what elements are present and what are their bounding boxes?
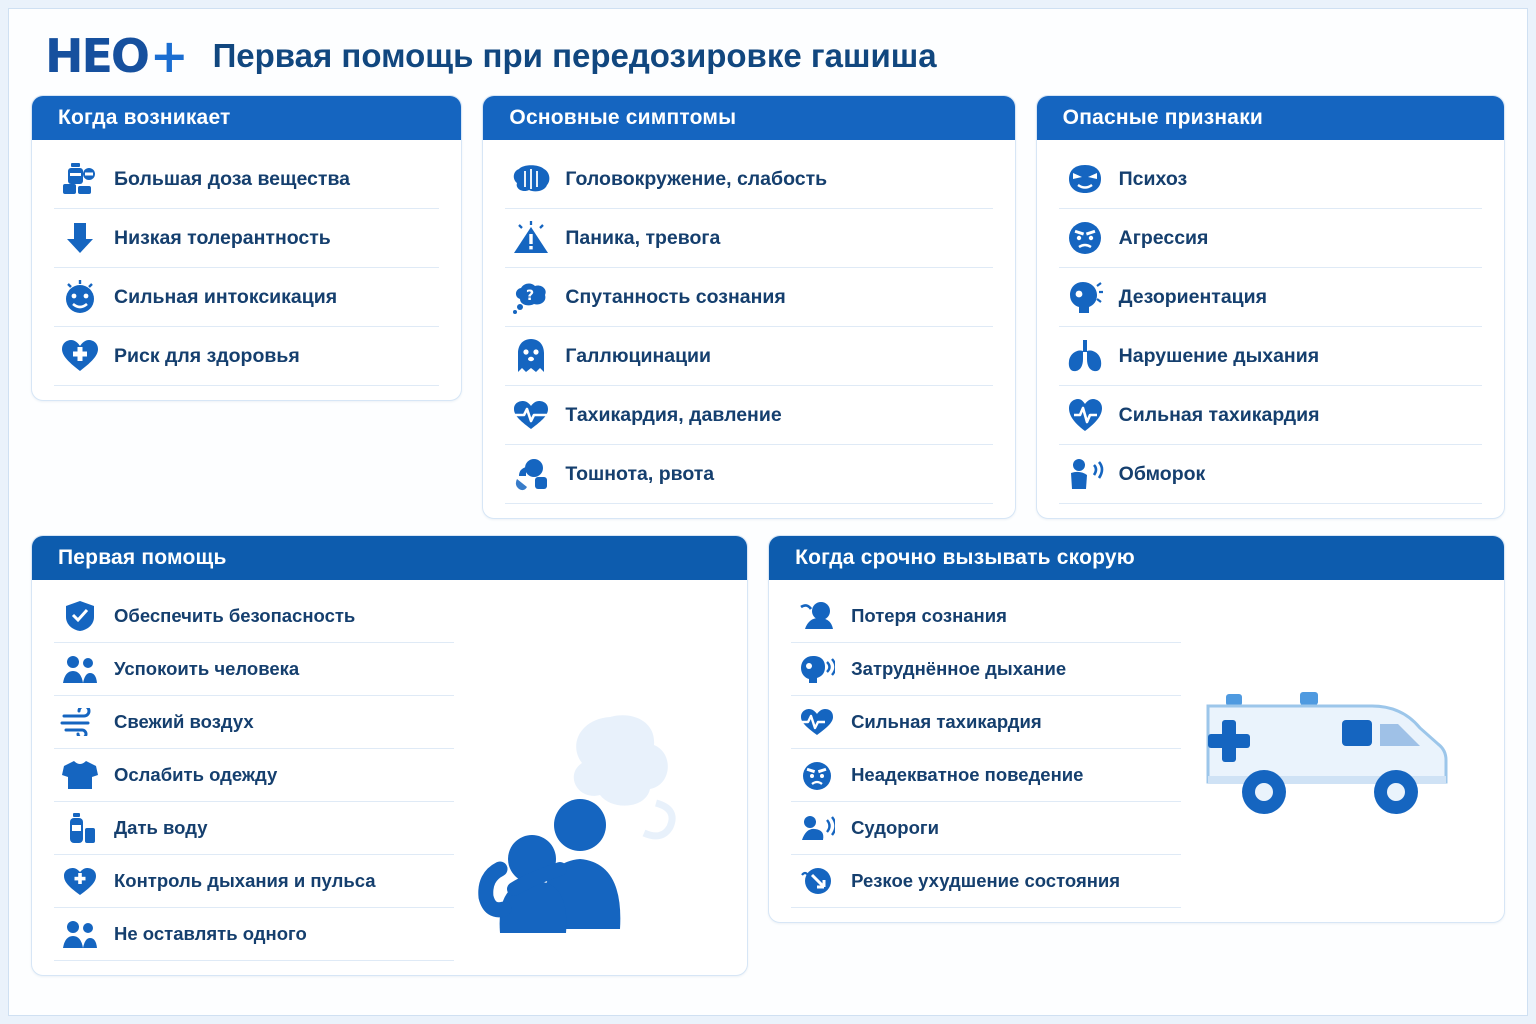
card-when-occurs-title: Когда возникает	[32, 96, 461, 140]
lungs-icon	[1063, 336, 1107, 376]
list-item-label: Нарушение дыхания	[1118, 344, 1320, 367]
first-aid-list	[54, 590, 454, 961]
heart-pulse-shield-icon	[1063, 395, 1107, 435]
svg-text:?: ?	[526, 288, 535, 304]
infographic-poster	[8, 8, 1528, 1016]
vomiting-icon	[509, 454, 553, 494]
brand-logo-text: НЕО	[45, 29, 149, 83]
arrow-down-icon	[58, 218, 102, 258]
decline-arrow-icon	[795, 861, 839, 901]
list-item-label: Ослабить одежду	[114, 764, 278, 786]
list-item[interactable]	[1059, 268, 1482, 327]
card-main-symptoms	[482, 95, 1015, 519]
fainting-person-icon	[1063, 454, 1107, 494]
list-item[interactable]	[54, 802, 454, 855]
list-item-label: Резкое ухудшение состояния	[851, 870, 1121, 892]
head-dizzy-icon	[1063, 277, 1107, 317]
card-main-symptoms-title: Основные симптомы	[483, 96, 1014, 140]
list-item-label: Большая доза вещества	[114, 167, 351, 190]
two-people-supporting-illustration	[454, 590, 725, 961]
list-item-label: Обморок	[1118, 462, 1206, 485]
heart-monitor-icon	[58, 861, 102, 901]
list-item-label: Не оставлять одного	[114, 923, 307, 945]
list-item[interactable]	[505, 386, 992, 445]
warning-triangle-icon	[509, 218, 553, 258]
list-item[interactable]	[54, 327, 439, 386]
list-item[interactable]	[505, 150, 992, 209]
seizure-person-icon	[795, 808, 839, 848]
card-danger-signs-body	[1037, 140, 1504, 518]
heart-pulse-icon	[509, 395, 553, 435]
call-ambulance-list	[791, 590, 1181, 908]
card-first-aid-body	[32, 580, 747, 975]
card-call-ambulance-body	[769, 580, 1504, 922]
tshirt-icon	[58, 755, 102, 795]
list-item[interactable]	[1059, 327, 1482, 386]
list-item-label: Тошнота, рвота	[565, 462, 715, 485]
list-item-label: Успокоить человека	[114, 658, 300, 680]
list-item-label: Сильная тахикардия	[851, 711, 1042, 733]
ghost-icon	[509, 336, 553, 376]
list-item-label: Дать воду	[114, 817, 208, 839]
list-item[interactable]	[791, 802, 1181, 855]
breathing-difficulty-icon	[795, 649, 839, 689]
two-people-icon	[58, 649, 102, 689]
shield-check-icon	[58, 596, 102, 636]
list-item[interactable]	[791, 590, 1181, 643]
list-item[interactable]	[505, 209, 992, 268]
list-item-label: Сильная интоксикация	[114, 285, 338, 308]
list-item[interactable]	[791, 643, 1181, 696]
list-item-label: Низкая толерантность	[114, 226, 331, 249]
list-item[interactable]	[54, 908, 454, 961]
list-item[interactable]	[791, 855, 1181, 908]
list-item-label: Неадекватное поведение	[851, 764, 1084, 786]
two-people-icon	[58, 914, 102, 954]
list-item-label: Обеспечить безопасность	[114, 605, 356, 627]
list-item-label: Спутанность сознания	[565, 285, 786, 308]
bottom-card-row	[31, 535, 1505, 976]
top-card-row	[31, 95, 1505, 519]
list-item[interactable]	[791, 749, 1181, 802]
dizzy-face-icon	[58, 277, 102, 317]
card-first-aid-title: Первая помощь	[32, 536, 747, 580]
list-item-label: Судороги	[851, 817, 939, 839]
list-item[interactable]	[54, 855, 454, 908]
list-item[interactable]	[1059, 209, 1482, 268]
thought-question-icon	[509, 277, 553, 317]
heart-pulse-icon	[795, 702, 839, 742]
angry-face-icon	[1063, 218, 1107, 258]
card-danger-signs-title: Опасные признаки	[1037, 96, 1504, 140]
pills-bottle-icon	[58, 159, 102, 199]
list-item-label: Дезориентация	[1118, 285, 1268, 308]
angry-face-icon	[795, 755, 839, 795]
brain-icon	[509, 159, 553, 199]
list-item-label: Свежий воздух	[114, 711, 254, 733]
list-item[interactable]	[791, 696, 1181, 749]
card-main-symptoms-body	[483, 140, 1014, 518]
brand-logo	[45, 29, 187, 83]
card-when-occurs-body	[32, 140, 461, 400]
list-item[interactable]	[54, 209, 439, 268]
card-danger-signs	[1036, 95, 1505, 519]
list-item[interactable]	[54, 643, 454, 696]
list-item[interactable]	[1059, 150, 1482, 209]
wind-icon	[58, 702, 102, 742]
list-item[interactable]	[505, 268, 992, 327]
list-item[interactable]	[505, 327, 992, 386]
evil-face-icon	[1063, 159, 1107, 199]
brand-logo-plus-icon: +	[150, 29, 187, 83]
list-item-label: Головокружение, слабость	[565, 167, 828, 190]
ambulance-illustration	[1181, 590, 1482, 908]
unconscious-head-icon	[795, 596, 839, 636]
list-item-label: Тахикардия, давление	[565, 403, 782, 426]
list-item[interactable]	[54, 268, 439, 327]
list-item-label: Контроль дыхания и пульса	[114, 870, 376, 892]
list-item[interactable]	[1059, 445, 1482, 504]
list-item[interactable]	[54, 150, 439, 209]
list-item[interactable]	[1059, 386, 1482, 445]
list-item-label: Паника, тревога	[565, 226, 721, 249]
list-item-label: Агрессия	[1118, 226, 1209, 249]
card-call-ambulance	[768, 535, 1505, 923]
card-when-occurs	[31, 95, 462, 401]
list-item[interactable]	[54, 590, 454, 643]
card-call-ambulance-title: Когда срочно вызывать скорую	[769, 536, 1504, 580]
card-first-aid	[31, 535, 748, 976]
list-item-label: Сильная тахикардия	[1118, 403, 1320, 426]
heart-cross-icon	[58, 336, 102, 376]
list-item[interactable]	[54, 696, 454, 749]
list-item[interactable]	[54, 749, 454, 802]
list-item-label: Психоз	[1118, 167, 1188, 190]
list-item-label: Риск для здоровья	[114, 344, 300, 367]
water-bottle-icon	[58, 808, 102, 848]
list-item[interactable]	[505, 445, 992, 504]
poster-header	[31, 23, 1505, 89]
page-title: Первая помощь при передозировке гашиша	[212, 37, 937, 74]
list-item-label: Затруднённое дыхание	[851, 658, 1067, 680]
list-item-label: Потеря сознания	[851, 605, 1007, 627]
list-item-label: Галлюцинации	[565, 344, 712, 367]
